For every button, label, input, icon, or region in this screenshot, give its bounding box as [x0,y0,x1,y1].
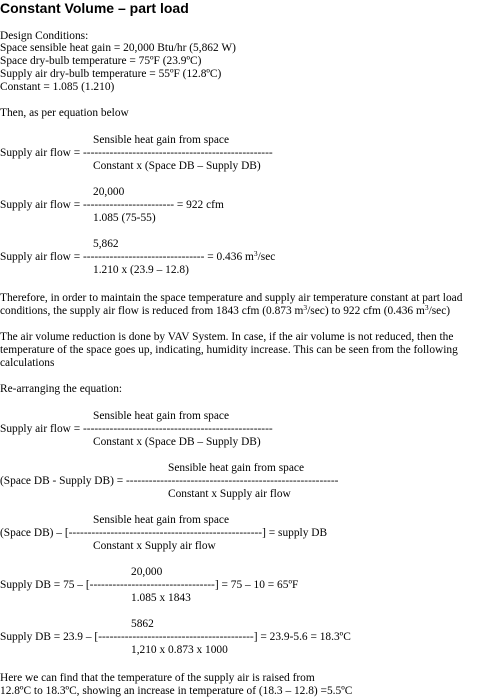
eq4-line: Supply air flow = -------------------------------------------------- [0,423,273,435]
eq2-line: Supply air flow = ------------------------ = 922 cfm [0,199,224,211]
eq4-numerator: Sensible heat gain from space [93,410,230,422]
eq2-numerator: 20,000 [93,186,125,198]
eq5-denominator: Constant x Supply air flow [168,488,291,500]
eq8-numerator: 5862 [131,618,154,630]
eq8-line: Supply DB = 23.9 – [-----------------------------------------] = 23.9-5.6 = 18.3ºC [0,631,351,643]
vav-line-2: temperature of the space goes up, indicating, humidity increase. This can be seen from the following [0,344,458,356]
eq6-denominator: Constant x Supply air flow [93,540,216,552]
eq4-denominator: Constant x (Space DB – Supply DB) [93,436,261,448]
eq7-line: Supply DB = 75 – [---------------------------------] = 75 – 10 = 65ºF [0,579,299,591]
rearranging-text: Re-arranging the equation: [0,383,123,395]
eq5-line: (Space DB - Supply DB) = -------------------------------------------------------- [0,475,339,487]
eq1-numerator: Sensible heat gain from space [93,134,230,146]
page-title: Constant Volume – part load [0,0,189,16]
then-text: Then, as per equation below [0,107,129,119]
vav-line-1: The air volume reduction is done by VAV System. In case, if the air volume is not reduced, then the [0,331,454,343]
eq3-denominator: 1.210 x (23.9 – 12.8) [93,264,189,276]
design-line-constant: Constant = 1.085 (1.210) [0,81,115,93]
vav-line-3: calculations [0,357,55,369]
eq7-numerator: 20,000 [131,566,163,578]
eq3-line: Supply air flow = -------------------------------- = 0.436 $m^3/\sec$ [0,249,276,263]
design-conditions-heading: Design Conditions: [0,30,89,42]
eq5-fraction-bar: -------------------------------------------------------- [126,475,339,487]
eq1-denominator: Constant x (Space DB – Supply DB) [93,160,261,172]
eq6-numerator: Sensible heat gain from space [93,514,230,526]
conclusion-line-1: Here we can find that the temperature of the supply air is raised from [0,672,315,684]
eq5-numerator: Sensible heat gain from space [168,462,305,474]
eq2-denominator: 1.085 (75-55) [93,212,156,224]
eq2-fraction-bar: ------------------------ [83,199,175,211]
eq6-fraction-bar: --------------------------------------------------- [68,527,263,539]
therefore-line-2: conditions, the supply air flow is reduced from 1843 cfm (0.873 $m^3/\sec$) to 922 cfm (0.436 $m^3/\sec$) [0,303,451,317]
eq4-fraction-bar: -------------------------------------------------- [83,423,273,435]
therefore-line-1: Therefore, in order to maintain the space temperature and supply air temperature constant at part load [0,292,463,304]
conclusion-line-2: 12.8ºC to 18.3ºC, showing an increase in temperature of (18.3 – 12.8) =5.5ºC [0,685,353,697]
design-line-supply-db: Supply air dry-bulb temperature = 55ºF (12.8ºC) [0,68,222,80]
eq1-fraction-bar: -------------------------------------------------- [83,147,273,159]
eq8-fraction-bar: ----------------------------------------- [98,631,254,643]
design-line-heat-gain: Space sensible heat gain = 20,000 Btu/hr (5,862 W) [0,42,236,54]
eq3-numerator: 5,862 [93,238,119,250]
eq7-fraction-bar: --------------------------------- [89,579,215,591]
eq8-denominator: 1,210 x 0.873 x 1000 [131,644,228,656]
design-line-space-db: Space dry-bulb temperature = 75ºF (23.9ºC) [0,55,202,67]
eq6-line: (Space DB) – [---------------------------------------------------] = supply DB [0,527,328,539]
eq3-fraction-bar: -------------------------------- [83,251,205,263]
eq7-denominator: 1.085 x 1843 [131,592,191,604]
eq1-line: Supply air flow = -------------------------------------------------- [0,147,273,159]
